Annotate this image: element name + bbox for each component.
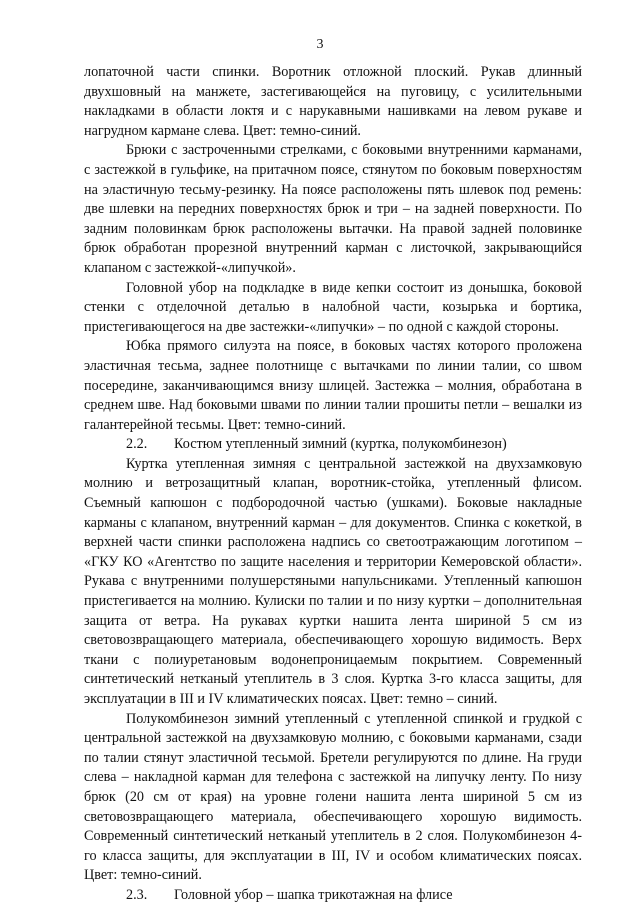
paragraph-headwear-cap: Головной убор на подкладке в виде кепки состоит из донышка, боковой стенки с отделочной деталью в налобной части, козырька и бортика, пристегивающегося на две застежки-«липучки» – по одной с каждой стороны. bbox=[84, 279, 582, 335]
document-body bbox=[84, 63, 582, 906]
section-heading-2-3 bbox=[84, 886, 582, 906]
page-number: 3 bbox=[316, 37, 324, 52]
section-number: 2.2. bbox=[126, 436, 148, 453]
section-number: 2.3. bbox=[126, 886, 148, 903]
paragraph-trousers: Брюки с застроченными стрелками, с боковыми внутренними карманами, с застежкой в гульфике, на притачном поясе, стянутом по боковым поверхностям на эластичную тесьму-резинку. На поясе расположены пять шлевок под ремень: две шлевки на передних поверхностях брюк и три – на задней поверхности. По задним половинкам брюк расположены вытачки. На правой задней половинке брюк обработан прорезной внутренний карман с листочкой, закрывающийся клапаном с застежкой-«липучкой». bbox=[84, 142, 582, 276]
paragraph-jacket-end: лопаточной части спинки. Воротник отложной плоский. Рукав длинный двухшовный на манжете, застегивающейся на пуговицу, с усилительными накладками в области локтя и с нарукавными нашивками на левом рукаве и нагрудном кармане слева. Цвет: темно-синий. bbox=[84, 64, 582, 139]
paragraph-overalls: Полукомбинезон зимний утепленный с утепленной спинкой и грудкой с центральной застежкой на двухзамковую молнию, с боковыми карманами, сзади по талии стянут эластичной тесьмой. Бретели регулируются по длине. На груди слева – накладной карман для телефона с застежкой на липучку ленту. По низу брюк (20 см от края) на уровне голени нашита лента шириной 5 см из световозвращающего материала, обеспечивающего хорошую видимость. Современный синтетический нетканый утеплитель в 2 слоя. Полукомбинезон 4-го класса защиты, для эксплуатации в III, IV и особом климатических поясах. Цвет: темно-синий. bbox=[84, 710, 582, 884]
section-title: Головной убор – шапка трикотажная на флисе bbox=[174, 886, 453, 903]
paragraph-skirt: Юбка прямого силуэта на поясе, в боковых частях которого проложена эластичная тесьма, заднее полотнище с вытачками по линии талии, со швом посередине, заканчивающимся внизу шлицей. Застежка – молния, обработана в среднем шве. Над боковыми швами по линии талии прошиты петли – вешалки из галантерейной тесьмы. Цвет: темно-синий. bbox=[84, 338, 582, 433]
section-heading-2-2 bbox=[84, 435, 582, 455]
section-title: Костюм утепленный зимний (куртка, полукомбинезон) bbox=[174, 436, 507, 453]
paragraph-winter-jacket: Куртка утепленная зимняя с центральной застежкой на двухзамковую молнию и ветрозащитный клапан, воротник-стойка, утепленный флисом. Съемный капюшон с подбородочной частью (ушками). Боковые накладные карманы с клапаном, внутренний карман – для документов. Спинка с кокеткой, в верхней части спинки расположена надпись со светоотражающим логотипом – «ГКУ КО «Агентство по защите населения и территории Кемеровской области». Рукава с внутренними полушерстяными напульсниками. Утепленный капюшон пристегивается на молнию. Кулиски по талии и по низу куртки – дополнительная защита от ветра. На рукавах куртки нашита лента шириной 5 см из световозвращающего материала, обеспечивающего хорошую видимость. Верх ткани с полиуретановым водонепроницаемым покрытием. Современный синтетический нетканый утеплитель в 3 слоя. Куртка 3-го класса защиты, для эксплуатации в III и IV климатических поясах. Цвет: темно – синий. bbox=[84, 455, 582, 707]
